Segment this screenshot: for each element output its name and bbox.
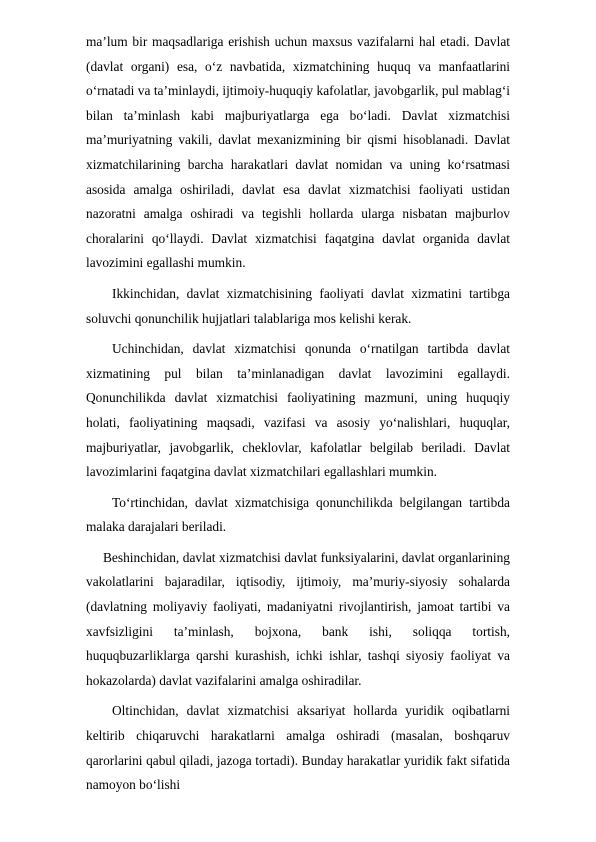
- paragraph-tortinchidan: To‘rtinchidan, davlat xizmatchisiga qonunchilikda belgilangan tartibda malaka darajalari beriladi.: [86, 494, 510, 535]
- paragraph-oltinchidan: Oltinchidan, davlat xizmatchisi aksariyat hollarda yuridik oqibatlarni keltirib chiqaruvchi harakatlarni amalga oshiradi (masalan, boshqaruv qarorlarini qabul qiladi, jazoga tortadi). Bunday harakatlar yuridik fakt sifatida namoyon bo‘lishi: [86, 703, 510, 793]
- document-page: [86, 30, 510, 804]
- paragraph-ikkinchidan: Ikkinchidan, davlat xizmatchisining faoliyati davlat xizmatini tartibga soluvchi qonunchilik hujjatlari talablariga mos kelishi kerak.: [86, 285, 510, 326]
- paragraph-uchinchidan: Uchinchidan, davlat xizmatchisi qonunda o‘rnatilgan tartibda davlat xizmatining pul bilan ta’minlanadigan davlat lavozimini egallaydi. Qonunchilikda davlat xizmatchisi faoliyatining mazmuni, uning huquqiy holati, faoliyatining maqsadi, vazifasi va asosiy yo‘nalishlari, huquqlar, majburiyatlar, javobgarlik, cheklovlar, kafolatlar belgilab beriladi. Davlat lavozimlarini faqatgina davlat xizmatchilari egallashlari mumkin.: [86, 341, 510, 480]
- paragraph-continuation: ma’lum bir maqsadlariga erishish uchun maxsus vazifalarni hal etadi. Davlat (davlat organi) esa, o‘z navbatida, xizmatchining huquq va manfaatlarini o‘rnatadi va ta’minlaydi, ijtimoiy-huquqiy kafolatlar, javobgarlik, pul mablag‘i bilan ta’minlash kabi majburiyatlarga ega bo‘ladi. Davlat xizmatchisi ma’muriyatning vakili, davlat mexanizmining bir qismi hisoblanadi. Davlat xizmatchilarining barcha harakatlari davlat nomidan va uning ko‘rsatmasi asosida amalga oshiriladi, davlat esa davlat xizmatchisi faoliyati ustidan nazoratni amalga oshiradi va tegishli hollarda ularga nisbatan majburlov choralarini qo‘llaydi. Davlat xizmatchisi faqatgina davlat organida davlat lavozimini egallashi mumkin.: [86, 34, 510, 271]
- paragraph-beshinchidan: Beshinchidan, davlat xizmatchisi davlat funksiyalarini, davlat organlarining vakolatlarini bajaradilar, iqtisodiy, ijtimoiy, ma’muriy-siyosiy sohalarda (davlatning moliyaviy faoliyati, madaniyatni rivojlantirish, jamoat tartibi va xavfsizligini ta’minlash, bojxona, bank ishi, soliqqa tortish, huquqbuzarliklarga qarshi kurashish, ichki ishlar, tashqi siyosiy faoliyat va hokazolarda) davlat vazifalarini amalga oshiradilar.: [86, 549, 510, 688]
